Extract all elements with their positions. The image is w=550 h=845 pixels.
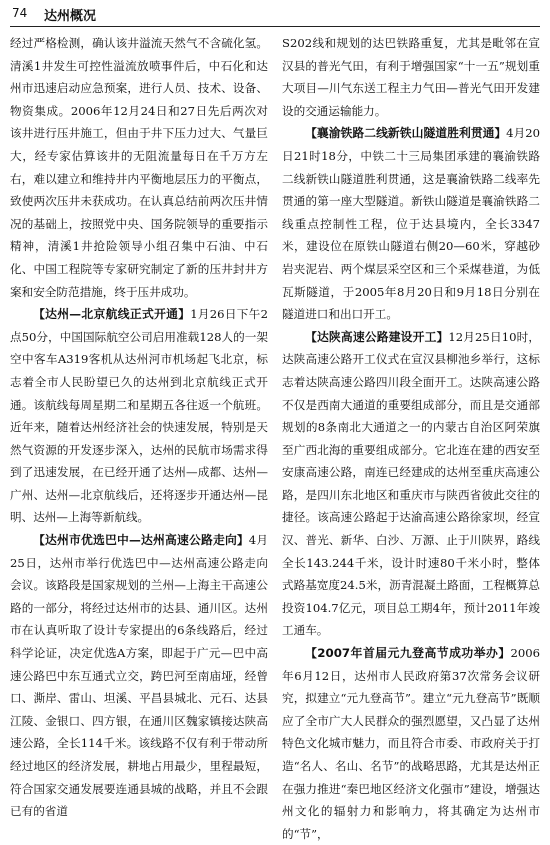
section-body: 1月26日下午2点50分，中国国际航空公司启用准载128人的一架空中客车A319客机从达州河市机场起飞北京，标志着全市人民盼望已久的达州到北京航线正式开通。该航线每周星期二和星期五各往返一个航班。近年来，随着达州经济社会的快速发展，特别是天然气资源的开发逐步深入，达州的民航市场需求得到了迅速发展，在已经开通了达州—成都、达州—广州、达州—北京航线后，还将逐步开通达州—昆明、达州—上海等新航线。 xyxy=(10,307,268,525)
running-title: 达州概况 xyxy=(44,9,97,24)
section-body: 4月20日21时18分，中铁二十三局集团承建的襄渝铁路二线新铁山隧道胜利贯通，这是襄渝铁路二线率先贯通的第一座大型隧道。新铁山隧道是襄渝铁路二线重点控制性工程，位于达县境内，全长3347米，建设位在原铁山隧道右侧20—60米，穿越砂岩夹泥岩、两个煤层采空区和三个采煤巷道，为低瓦斯隧道，于2005年8月20日和9月18日分别在隧道进口和出口开工。 xyxy=(282,126,540,322)
section-heading: 达州市优选巴中—达州高速公路走向 xyxy=(44,533,237,548)
left-column xyxy=(10,32,268,820)
page-header xyxy=(10,4,540,27)
section-body: 12月25日10时，达陕高速公路开工仪式在宣汉县柳池乡举行，这标志着达陕高速公路四川段全面开工。达陕高速公路不仅是西南大通道的重要组成部分，而且是交通部规划的8条南北大通道之一的内蒙古自治区阿荣旗至广西北海的重要组成部分。它北连在建的西安至安康高速公路，南连已经建成的达州至重庆高速公路，是四川东北地区和重庆市与陕西省彼此交往的捷径。该高速公路起于达渝高速公路徐家坝，经宣汉、普光、新华、白沙、万源、止于川陕界，路线全长143.244千米，设计时速80千米小时，整体式路基宽度24.5米，沥青混凝土路面，工程概算总投资104.7亿元，项目总工期4年，预计2011年竣工通车。 xyxy=(282,329,540,638)
page-number: 74 xyxy=(12,6,28,20)
section-airline: 【达州—北京航线正式开通】1月26日下午2点50分，中国国际航空公司启用准载128人的一架空中客车A319客机从达州河市机场起飞北京，标志着全市人民盼望已久的达州到北京航线正式开通。该航线每周星期二和星期五各往返一个航班。近年来，随着达州经济社会的快速发展，特别是天然气资源的开发逐步深入，达州的民航市场需求得到了迅速发展，在已经开通了达州—成都、达州—广州、达州—北京航线后，还将逐步开通达州—昆明、达州—上海等新航线。 xyxy=(10,307,268,525)
section-body: 4月25日，达州市举行优选巴中—达州高速公路走向会议。该路段是国家规划的兰州—上海主干高速公路的一部分，将经过达州市的达县、通川区。达州市在认真听取了设计专家提出的6条线路后，经过科学论证，决定优选A方案，即起于广元—巴中高速公路巴中东互通式立交，跨巴河至南庙垭，经曾口、澌岸、雷山、坦溪、平昌县城北、元石、达县江陵、金银口、四方银，在通川区魏家镇接达陕高速公路，全长114千米。该线路不仅有利于带动所经过地区的经济发展，耕地占用最少，里程最短，符合国家交通发展要连通县城的战略，并且不会跟已有的省道 xyxy=(10,533,268,819)
paragraph: S202线和规划的达巴铁路重复，尤其是毗邻在宣汉县的普光气田，有利于增强国家“十一五”规划重大项目—川气东送工程主力气田—普光气田开发建设的交通运输能力。 xyxy=(282,36,540,118)
section-festival: 【2007年首届元九登高节成功举办】2006年6月12日，达州市人民政府第37次常务会议研究，拟建立“元九登高节”。建立“元九登高节”既顺应了全市广大人民群众的强烈愿望，又凸显了达州特色文化城市魅力，而且符合市委、市政府关于打造“名人、名山、名节”的战略思路，尤其是达州正在强力推进“秦巴地区经济文化强市”建设，增强达州文化的辐射力和影响力，将其确定为达州市的“节”， xyxy=(282,646,540,841)
section-heading: 达州—北京航线正式开通 xyxy=(45,307,179,322)
section-heading: 2007年首届元九登高节成功举办 xyxy=(317,646,499,661)
section-heading: 襄渝铁路二线新铁山隧道胜利贯通 xyxy=(316,126,495,141)
section-body: 2006年6月12日，达州市人民政府第37次常务会议研究，拟建立“元九登高节”。建立“元九登高节”既顺应了全市广大人民群众的强烈愿望，又凸显了达州特色文化城市魅力，而且符合市委、市政府关于打造“名人、名山、名节”的战略思路，尤其是达州正在强力推进“秦巴地区经济文化强市”建设，增强达州文化的辐射力和影响力，将其确定为达州市的“节”， xyxy=(282,646,540,841)
section-expressway-route: 【达州市优选巴中—达州高速公路走向】4月25日，达州市举行优选巴中—达州高速公路走向会议。该路段是国家规划的兰州—上海主干高速公路的一部分，将经过达州市的达县、通川区。达州市在认真听取了设计专家提出的6条线路后，经过科学论证，决定优选A方案，即起于广元—巴中高速公路巴中东互通式立交，跨巴河至南庙垭，经曾口、澌岸、雷山、坦溪、平昌县城北、元石、达县江陵、金银口、四方银，在通川区魏家镇接达陕高速公路，全长114千米。该线路不仅有利于带动所经过地区的经济发展，耕地占用最少，里程最短，符合国家交通发展要连通县城的战略，并且不会跟已有的省道 xyxy=(10,533,268,819)
paragraph: 经过严格检测，确认该井溢流天然气不含硫化氢。清溪1井发生可控性溢流放喷事件后，中石化和达州市迅速启动应急预案，进行人员、技术、设备、物资集成。2006年12月24日和27日先后两次对该井进行压井施工，但由于井下压力过大、气量巨大，经专家估算该井的无阻流量每日在千万方左右，难以建立和维持井内平衡地层压力的平衡点，致使两次压井未获成功。在认真总结前两次压井情况的基础上，按照党中央、国务院领导的重要指示精神，清溪1井抢险领导小组召集中石油、中石化、中国工程院等专家研究制定了新的压井封井方案和安全防范措施，终于压井成功。 xyxy=(10,36,268,299)
right-column xyxy=(282,32,540,841)
body-columns xyxy=(10,32,540,841)
section-dashan-expressway: 【达陕高速公路建设开工】12月25日10时，达陕高速公路开工仪式在宣汉县柳池乡举行，这标志着达陕高速公路四川段全面开工。达陕高速公路不仅是西南大通道的重要组成部分，而且是交通部规划的8条南北大通道之一的内蒙古自治区阿荣旗至广西北海的重要组成部分。它北连在建的西安至安康高速公路，南连已经建成的达州至重庆高速公路，是四川东北地区和重庆市与陕西省彼此交往的捷径。该高速公路起于达渝高速公路徐家坝，经宣汉、普光、新华、白沙、万源、止于川陕界，路线全长143.244千米，设计时速80千米小时，整体式路基宽度24.5米，沥青混凝土路面，工程概算总投资104.7亿元，项目总工期4年，预计2011年竣工通车。 xyxy=(282,329,540,638)
section-tunnel: 【襄渝铁路二线新铁山隧道胜利贯通】4月20日21时18分，中铁二十三局集团承建的襄渝铁路二线新铁山隧道胜利贯通，这是襄渝铁路二线率先贯通的第一座大型隧道。新铁山隧道是襄渝铁路二线重点控制性工程，位于达县境内，全长3347米，建设位在原铁山隧道右侧20—60米，穿越砂岩夹泥岩、两个煤层采空区和三个采煤巷道，为低瓦斯隧道，于2005年8月20日和9月18日分别在隧道进口和出口开工。 xyxy=(282,126,540,322)
section-heading: 达陕高速公路建设开工 xyxy=(316,329,437,344)
